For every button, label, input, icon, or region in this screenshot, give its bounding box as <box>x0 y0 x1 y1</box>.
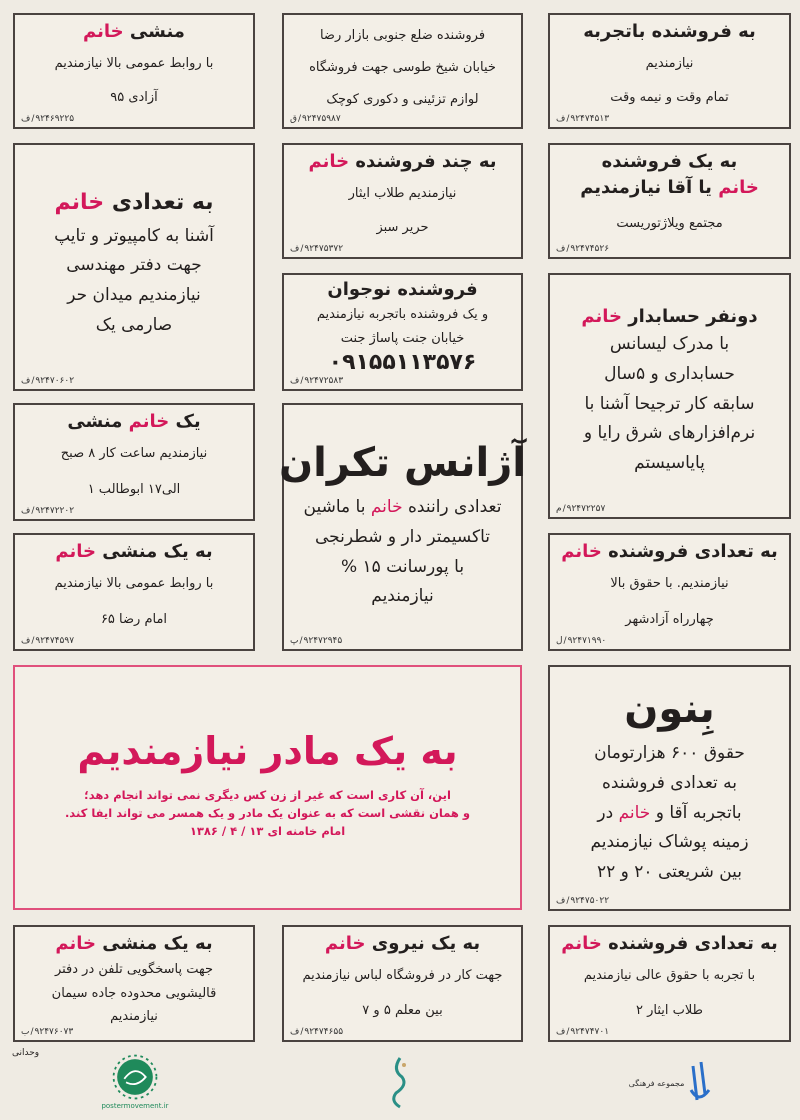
ad-code-slash: / <box>31 114 35 124</box>
ad-code-slash: / <box>31 506 35 516</box>
ad-body <box>15 405 253 506</box>
ad-code-letter: ف <box>21 376 31 386</box>
ad-code-letter: ف <box>21 506 31 516</box>
banner-title: به یک مادر نیازمندیم <box>77 729 458 773</box>
highlight-text: خانم <box>324 933 366 954</box>
ad-code-letter: ف <box>556 114 566 124</box>
ad-text: بین شریعتی ۲۰ و ۲۲ <box>596 862 743 883</box>
ad-text: به تعدادی فروشنده <box>601 933 778 954</box>
ad-code-letter: ف <box>21 114 31 124</box>
brand-mark-icon <box>687 1060 711 1106</box>
ad-code-number: ۹۲۴۷۲۲۵۷ <box>566 504 606 514</box>
ad-text: به چند فروشنده <box>349 151 497 172</box>
ad-body <box>15 927 253 1027</box>
ad-line-body <box>309 302 496 326</box>
logo-text: مجموعه فرهنگی <box>628 1078 685 1088</box>
ad-text: طلاب ایثار ۲ <box>636 1003 703 1019</box>
highlight-text: خانم <box>308 151 350 172</box>
ad-text: امام رضا ۶۵ <box>100 611 168 627</box>
ad-text: تعدادی راننده <box>402 497 502 517</box>
ad-text: با ماشین <box>303 497 371 517</box>
ad-code <box>290 244 343 255</box>
ad-body <box>550 667 789 896</box>
ad-text: به یک نیروی <box>365 933 481 954</box>
ad-body <box>279 405 526 636</box>
ad-text: چهارراه آزادشهر <box>625 611 714 627</box>
ad-code <box>290 1027 343 1038</box>
ad-code-slash: / <box>297 114 302 124</box>
ad-line-xl <box>624 679 715 739</box>
ad-text: ۰۹۱۵۵۱۱۳۵۷۶ <box>328 349 477 375</box>
ad-line-body <box>301 51 504 83</box>
ad-text: تمام وقت و نیمه وقت <box>610 90 729 106</box>
ad-text: آشنا به کامپیوتر و تایپ <box>54 225 214 246</box>
ad-line-body <box>602 565 736 600</box>
ad-body <box>15 15 253 114</box>
highlight-text: خانم <box>581 306 622 328</box>
ad-text: آژانس تکران <box>279 440 526 486</box>
ad-line-body <box>102 1004 166 1027</box>
ad-line-title <box>83 19 185 45</box>
ad-line-body <box>628 992 711 1027</box>
ad-code-number: ۹۲۴۷۴۵۱۳ <box>570 114 610 124</box>
ad-line-bigbody <box>597 858 742 888</box>
highlight-text: خانم <box>370 497 403 517</box>
ad-line-bigbody <box>304 493 502 523</box>
ad-text: منشی <box>67 411 129 432</box>
ad-code <box>556 504 605 515</box>
ad-line-bigbody <box>594 739 745 769</box>
ad-line-body <box>638 45 702 79</box>
ad-line-title <box>583 19 756 45</box>
ad-body <box>284 145 521 244</box>
ad-code-slash: / <box>566 114 570 124</box>
ad-code-letter: ب <box>21 1027 30 1037</box>
ad-code-slash: / <box>300 244 304 254</box>
ad-code-number: ۹۲۴۷۴۶۵۵ <box>304 1027 344 1037</box>
ad-line-body <box>341 175 465 209</box>
ad-text: در <box>597 802 619 823</box>
classified-ad <box>548 533 791 651</box>
ad-code-slash: / <box>566 1027 570 1037</box>
ad-text: الی۱۷ ابوطالب ۱ <box>87 481 181 497</box>
classified-ad <box>548 273 791 519</box>
ad-text: منشی <box>123 21 185 42</box>
calligraphy-emblem-icon <box>109 1052 161 1102</box>
ad-code-number: ۹۲۴۷۵۰۲۲ <box>570 896 610 906</box>
classified-ad <box>13 13 255 129</box>
ad-text: به تعدادی فروشنده <box>601 541 778 562</box>
ad-text: و یک فروشنده باتجربه نیازمندیم <box>316 307 489 323</box>
ad-line-bigbody <box>602 769 737 799</box>
ad-text: صارمی یک <box>95 314 173 335</box>
designer-signature: وحدانی <box>12 1048 40 1058</box>
highlight-text: خانم <box>54 190 105 216</box>
highlight-text: خانم <box>55 933 96 954</box>
ad-code-letter: ف <box>21 636 31 646</box>
ad-line-bigbody <box>584 419 755 449</box>
ad-line-bigbody <box>590 828 748 858</box>
ad-code-letter: ل <box>556 636 563 646</box>
ad-code-number: ۹۲۴۶۹۲۲۵ <box>35 114 75 124</box>
ad-code-letter: م <box>556 504 562 514</box>
ad-text: نیازمندیم. با حقوق بالا <box>610 576 729 592</box>
classified-ad <box>282 13 523 129</box>
ad-line-title <box>580 175 759 201</box>
ad-line-bigbody <box>371 582 433 612</box>
ad-text: حسابداری و ۵سال <box>604 363 735 384</box>
ad-code-letter: ف <box>556 1027 566 1037</box>
ad-text: به یک فروشنده <box>601 151 738 172</box>
ad-text: نیازمندیم ساعت کار ۸ صبح <box>60 446 208 462</box>
ad-code-slash: / <box>562 504 566 514</box>
ad-line-body <box>617 601 721 636</box>
ad-text: مجتمع ویلاژتوریست <box>616 216 723 232</box>
classified-ad <box>282 925 523 1042</box>
ad-line-body <box>93 601 175 636</box>
ad-line-title <box>561 931 778 957</box>
ad-text: خیابان شیخ طوسی جهت فروشگاه <box>309 60 496 76</box>
ad-text: بِنون <box>624 686 715 733</box>
ad-code-slash: / <box>563 636 567 646</box>
ad-line-body <box>354 992 450 1027</box>
ad-text: دونفر حسابدار <box>622 306 758 328</box>
ad-code <box>21 636 74 647</box>
ad-text: نیازمندیم طلاب ایثار <box>348 185 457 201</box>
cultural-group-logo <box>620 1058 720 1108</box>
ad-text: فروشنده ضلع جنوبی بازار رضا <box>319 28 486 44</box>
ad-code <box>556 114 609 125</box>
highlight-text: خانم <box>618 802 651 823</box>
ad-code-letter: پ <box>290 636 299 646</box>
ad-text: فروشنده نوجوان <box>327 279 478 300</box>
ad-body <box>284 275 521 376</box>
ad-line-bigbody <box>610 330 729 360</box>
ad-code-slash: / <box>300 376 304 386</box>
ad-line-body <box>80 471 189 506</box>
ad-code-slash: / <box>31 636 35 646</box>
highlight-text: خانم <box>83 21 124 42</box>
quote-line: و همان نقشی است که به عنوان یک مادر و یک همسر می تواند ایفا کند. <box>64 805 471 820</box>
ad-body <box>284 15 521 114</box>
ad-text: خیابان جنت پاساژ جنت <box>340 330 465 346</box>
ad-body <box>15 145 253 376</box>
center-calligraphy-logo <box>385 1055 415 1110</box>
ad-code-slash: / <box>300 1027 304 1037</box>
ad-code-number: ۹۲۴۷۱۹۹۰ <box>567 636 607 646</box>
ad-code-number: ۹۲۴۷۲۲۰۲ <box>35 506 75 516</box>
classified-ad <box>13 403 255 521</box>
ad-line-bigbody <box>634 449 705 479</box>
classified-ad <box>282 143 523 259</box>
classified-ad <box>282 273 523 391</box>
highlight-text: خانم <box>718 177 759 199</box>
ad-line-title <box>581 304 757 330</box>
ad-code-number: ۹۲۴۷۴۷۰۱ <box>570 1027 610 1037</box>
ad-body <box>284 927 521 1027</box>
ad-code-slash: / <box>31 376 35 386</box>
classified-ad <box>548 665 791 911</box>
ad-line-body <box>47 957 221 980</box>
ad-code <box>290 636 342 647</box>
ad-line-bigbody <box>341 553 464 583</box>
ad-line-body <box>53 435 215 470</box>
ad-code-letter: ف <box>290 376 300 386</box>
ad-code-number: ۹۲۴۷۲۵۸۳ <box>304 376 344 386</box>
ad-text: حقوق ۶۰۰ هزارتومان <box>594 743 745 764</box>
ad-text: به یک منشی <box>95 541 213 562</box>
ad-line-bigbody <box>604 360 735 390</box>
ad-line-bigbody <box>54 222 214 252</box>
ad-body <box>15 535 253 636</box>
ad-line-bigbody <box>96 311 172 341</box>
ad-line-bigbody <box>584 390 754 420</box>
ad-line-body <box>47 565 222 600</box>
ad-text: جهت دفتر مهندسی <box>66 255 202 276</box>
ad-text: باتجربه آقا و <box>650 802 742 823</box>
classified-ad <box>13 143 255 391</box>
ad-code-number: ۹۲۴۷۵۳۷۲ <box>304 244 344 254</box>
ad-code-slash: / <box>299 636 303 646</box>
ad-body <box>550 145 789 244</box>
ad-text: نیازمندیم <box>645 55 694 71</box>
ad-code-slash: / <box>30 1027 34 1037</box>
classified-ad <box>279 403 526 651</box>
ad-code <box>556 244 609 255</box>
classified-ad <box>13 533 255 651</box>
ad-body <box>550 15 789 114</box>
ad-code <box>21 1027 73 1038</box>
ad-text: جهت کار در فروشگاه لباس نیازمندیم <box>302 968 503 984</box>
ad-line-body <box>333 325 473 349</box>
ad-text: سابقه کار ترجیحا آشنا با <box>584 393 755 414</box>
ad-line-body <box>318 82 486 114</box>
ad-text: لوازم تزئینی و دکوری کوچک <box>326 91 479 107</box>
ad-line-phone <box>329 349 477 377</box>
ad-body <box>550 275 789 504</box>
ad-code <box>290 114 341 125</box>
ad-code <box>21 376 74 387</box>
ad-line-body <box>47 45 222 79</box>
classified-ad <box>548 143 791 259</box>
ad-line-bigbody <box>315 523 490 553</box>
ad-code-letter: ف <box>290 244 300 254</box>
ad-line-body <box>44 980 225 1003</box>
ad-text: نرم‌افزارهای شرق رایا و <box>583 423 756 444</box>
ad-text: به تعدادی <box>104 190 214 216</box>
ad-text: یک <box>169 411 201 432</box>
ad-code-letter: ف <box>290 1027 300 1037</box>
ad-body <box>550 927 789 1027</box>
ad-line-body <box>295 957 511 992</box>
ad-text: آزادی ۹۵ <box>110 90 158 106</box>
mother-banner <box>13 665 522 910</box>
quote-line: امام خامنه ای ۱۳ / ۴ / ۱۳۸۶ <box>189 823 346 838</box>
ad-text: حریر سبز <box>376 220 429 236</box>
ad-line-title <box>561 539 778 565</box>
ad-line-body <box>576 957 763 992</box>
ad-text: با مدرک لیسانس <box>609 334 730 355</box>
ad-text: نیازمندیم <box>110 1008 158 1024</box>
logo-url: postermovement.ir <box>101 1101 169 1110</box>
ad-text: با پورسانت ۱۵ % <box>340 556 465 577</box>
ad-line-title <box>308 149 496 175</box>
ad-code <box>21 114 74 125</box>
ad-text: یا آقا نیازمندیم <box>580 177 719 199</box>
classified-ad <box>548 925 791 1042</box>
ad-code-number: ۹۲۴۷۴۵۲۶ <box>570 244 610 254</box>
highlight-text: خانم <box>561 541 602 562</box>
ad-line-body <box>602 80 737 114</box>
ad-line-bigbody <box>66 251 201 281</box>
banner-quote <box>15 787 520 840</box>
ad-line-xl <box>279 433 526 493</box>
ad-code-number: ۹۲۴۷۲۹۴۵ <box>303 636 343 646</box>
ad-line-title <box>325 931 480 957</box>
ad-text: با روابط عمومی بالا نیازمندیم <box>54 55 214 71</box>
ad-text: با تجربه با حقوق عالی نیازمندیم <box>583 968 756 984</box>
ad-line-body <box>312 19 493 51</box>
ad-line-title <box>327 279 477 302</box>
ad-code <box>290 376 343 387</box>
ad-code-slash: / <box>566 244 570 254</box>
ad-text: نیازمندیم <box>371 586 434 607</box>
ad-text: تاکسیمتر دار و شطرنجی <box>315 526 491 547</box>
ad-code-number: ۹۲۴۷۵۹۸۷ <box>302 114 341 124</box>
ad-code-number: ۹۲۴۷۴۵۹۷ <box>35 636 75 646</box>
ad-line-body <box>102 80 166 114</box>
calligraphy-logo-icon <box>388 1055 412 1110</box>
ad-text: جهت پاسخگویی تلفن در دفتر <box>54 962 214 978</box>
ad-line-body <box>608 201 730 244</box>
ad-code <box>556 1027 609 1038</box>
ad-code-letter: ف <box>556 896 566 906</box>
classified-ad <box>548 13 791 129</box>
ad-text: بین معلم ۵ و ۷ <box>362 1003 443 1019</box>
ad-text: به یک منشی <box>95 933 213 954</box>
ad-code <box>556 636 606 647</box>
ad-text: زمینه پوشاک نیازمندیم <box>590 832 749 853</box>
ad-code <box>21 506 74 517</box>
ad-line-body <box>368 210 436 244</box>
ad-line-title <box>67 409 200 435</box>
highlight-text: خانم <box>55 541 96 562</box>
ad-code-slash: / <box>566 896 570 906</box>
ad-line-bigbody <box>597 799 741 829</box>
ad-code-letter: ق <box>290 114 297 124</box>
ad-line-title <box>55 931 212 957</box>
highlight-text: خانم <box>128 411 170 432</box>
ad-text: به فروشنده باتجربه <box>583 21 756 42</box>
ad-line-bigtitle <box>55 184 214 221</box>
ad-code-letter: ف <box>556 244 566 254</box>
ad-line-title <box>602 149 738 175</box>
quote-line: این، آن کاری است که غیر از زن کس دیگری نمی تواند انجام دهد؛ <box>84 788 451 802</box>
ad-body <box>550 535 789 636</box>
ad-text: قالیشویی محدوده جاده سیمان <box>51 985 217 1001</box>
classified-ad <box>13 925 255 1042</box>
ad-code-number: ۹۲۴۷۰۶۰۲ <box>35 376 75 386</box>
ad-line-bigbody <box>67 281 201 311</box>
ad-text: نیازمندیم میدان حر <box>67 285 201 306</box>
ad-text: به تعدادی فروشنده <box>601 772 738 793</box>
ad-text: با روابط عمومی بالا نیازمندیم <box>54 576 214 592</box>
ad-code <box>556 896 609 907</box>
ad-code-number: ۹۲۴۷۶۰۷۳ <box>34 1027 74 1037</box>
poster-movement-logo <box>80 1050 190 1112</box>
ad-text: پایاسیستم <box>634 453 705 474</box>
highlight-text: خانم <box>561 933 602 954</box>
ad-line-title <box>55 539 212 565</box>
